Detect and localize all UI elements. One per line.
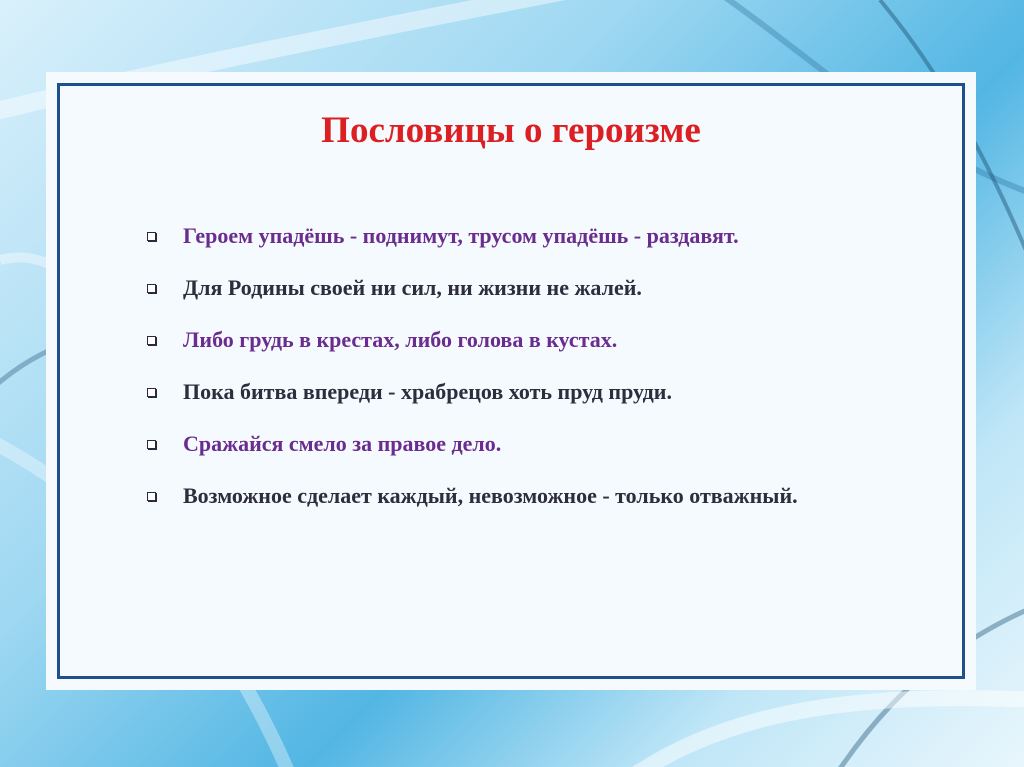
square-bullet-icon (147, 232, 156, 241)
list-item (147, 314, 867, 366)
proverb-text: Сражайся смело за правое дело. (183, 431, 502, 456)
slide-frame (46, 72, 976, 690)
square-bullet-icon (147, 388, 156, 397)
proverb-text: Возможное сделает каждый, невозможное - только отважный. (183, 483, 798, 508)
square-bullet-icon (147, 336, 156, 345)
proverb-text: Либо грудь в крестах, либо голова в кустах. (183, 327, 618, 352)
list-item (147, 366, 867, 418)
list-item (147, 470, 867, 522)
proverb-text: Пока битва впереди - храбрецов хоть пруд пруди. (183, 379, 672, 404)
square-bullet-icon (147, 440, 156, 449)
list-item (147, 210, 867, 262)
square-bullet-icon (147, 284, 156, 293)
proverb-list (147, 210, 867, 522)
proverb-text: Героем упадёшь - поднимут, трусом упадёшь - раздавят. (183, 223, 739, 248)
proverb-text: Для Родины своей ни сил, ни жизни не жалей. (183, 275, 642, 300)
slide-content-box (57, 83, 965, 679)
list-item (147, 262, 867, 314)
list-item (147, 418, 867, 470)
square-bullet-icon (147, 492, 156, 501)
slide-title: Пословицы о героизме (321, 110, 701, 151)
